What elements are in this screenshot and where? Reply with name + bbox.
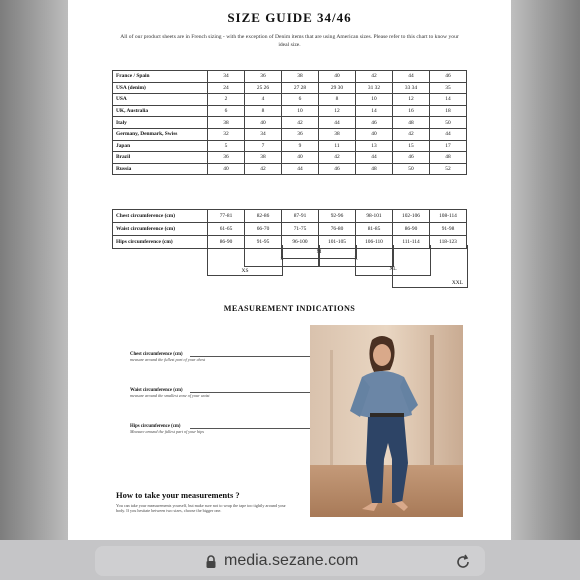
circ-table-cell: 96-100 xyxy=(282,236,319,249)
circ-table-row xyxy=(113,210,467,223)
size-table-cell: 24 xyxy=(208,82,245,94)
size-table-row-label: Brazil xyxy=(113,152,208,164)
size-table-cell: 36 xyxy=(282,128,319,140)
lock-icon xyxy=(205,555,217,574)
size-table-cell: 8 xyxy=(245,105,282,117)
size-table-cell: 40 xyxy=(319,71,356,83)
size-table-cell: 27 28 xyxy=(282,82,319,94)
size-table-cell: 13 xyxy=(356,140,393,152)
how-to-measure-text: You can take your measurements yourself, but make sure not to wrap the tape too tightly around your body. If you hesitate between two sizes, choose the bigger one. xyxy=(116,503,286,514)
size-table-row xyxy=(113,163,467,175)
size-table-cell: 36 xyxy=(208,152,245,164)
size-label-m: M xyxy=(316,249,322,255)
size-table-row xyxy=(113,82,467,94)
circ-table-cell: 106-110 xyxy=(356,236,393,249)
size-table-cell: 34 xyxy=(208,71,245,83)
size-table-cell: 14 xyxy=(356,105,393,117)
size-table-cell: 42 xyxy=(282,117,319,129)
circ-table-cell: 98-101 xyxy=(356,210,393,223)
size-table-row-label: Japan xyxy=(113,140,208,152)
size-table-cell: 32 xyxy=(208,128,245,140)
size-table-cell: 46 xyxy=(393,152,430,164)
annotation-waist-title: Waist circumference (cm) xyxy=(130,388,183,393)
size-table-row xyxy=(113,94,467,106)
annotation-hips xyxy=(130,424,220,434)
circ-table-cell: 102-106 xyxy=(393,210,430,223)
circ-table-cell: 66-70 xyxy=(245,223,282,236)
size-bracket-xxl xyxy=(392,245,468,288)
blurred-background-right xyxy=(510,0,580,540)
size-conversion-table xyxy=(112,70,467,175)
circ-table-row-label: Waist circumference (cm) xyxy=(113,223,208,236)
size-table-cell: 42 xyxy=(319,152,356,164)
size-table-cell: 40 xyxy=(356,128,393,140)
annotation-chest-desc: measure around the fullest part of your chest xyxy=(130,357,206,362)
size-table-cell: 25 26 xyxy=(245,82,282,94)
size-table-cell: 44 xyxy=(282,163,319,175)
size-table-row xyxy=(113,152,467,164)
circ-table-cell: 91-98 xyxy=(430,223,467,236)
circ-table-cell: 77-81 xyxy=(208,210,245,223)
circ-table-cell: 111-114 xyxy=(393,236,430,249)
circ-table-cell: 81-85 xyxy=(356,223,393,236)
size-table-row xyxy=(113,71,467,83)
circ-table-cell: 86-90 xyxy=(208,236,245,249)
size-table-cell: 33 34 xyxy=(393,82,430,94)
circ-table-cell: 86-90 xyxy=(393,223,430,236)
size-table-cell: 35 xyxy=(430,82,467,94)
circ-table-cell: 71-75 xyxy=(282,223,319,236)
size-table-cell: 6 xyxy=(208,105,245,117)
annotation-hips-desc: Measure around the fullest part of your hips xyxy=(130,429,205,434)
size-table-cell: 10 xyxy=(282,105,319,117)
size-table-cell: 46 xyxy=(430,71,467,83)
size-table-cell: 14 xyxy=(430,94,467,106)
model-photo xyxy=(310,325,463,517)
annotation-waist-desc: measure around the smallest zone of your waist xyxy=(130,393,210,398)
size-table-cell: 40 xyxy=(208,163,245,175)
size-table-cell: 4 xyxy=(245,94,282,106)
size-table-cell: 42 xyxy=(245,163,282,175)
size-table-cell: 5 xyxy=(208,140,245,152)
size-table-cell: 42 xyxy=(393,128,430,140)
size-table-cell: 12 xyxy=(319,105,356,117)
size-table-cell: 52 xyxy=(430,163,467,175)
size-table-cell: 12 xyxy=(393,94,430,106)
size-table-cell: 8 xyxy=(319,94,356,106)
size-table-cell: 31 32 xyxy=(356,82,393,94)
size-table-cell: 48 xyxy=(356,163,393,175)
size-table-row-label: UK, Australia xyxy=(113,105,208,117)
size-table-cell: 18 xyxy=(430,105,467,117)
size-table-cell: 42 xyxy=(356,71,393,83)
size-table-cell: 11 xyxy=(319,140,356,152)
size-table-cell: 44 xyxy=(430,128,467,140)
size-label-xs: XS xyxy=(241,268,249,274)
size-table-row-label: USA xyxy=(113,94,208,106)
size-table-cell: 16 xyxy=(393,105,430,117)
intro-text: All of our product sheets are in French sizing - with the exception of Denim items that are using American sizes. Please refer to this chart to know your ideal size. xyxy=(120,34,459,48)
blurred-background-left xyxy=(0,0,68,540)
body-measurements-table xyxy=(112,209,467,249)
size-label-xl: XL xyxy=(389,266,397,272)
size-table-row-label: Germany, Denmark, Swiss xyxy=(113,128,208,140)
circ-table-cell: 82-86 xyxy=(245,210,282,223)
circ-table-cell: 61-65 xyxy=(208,223,245,236)
size-table-cell: 50 xyxy=(393,163,430,175)
browser-bottom-toolbar xyxy=(0,540,580,580)
size-table-cell: 29 30 xyxy=(319,82,356,94)
size-table-cell: 10 xyxy=(356,94,393,106)
size-table-cell: 40 xyxy=(245,117,282,129)
size-table-cell: 38 xyxy=(319,128,356,140)
size-table-row xyxy=(113,128,467,140)
circ-table-cell: 92-96 xyxy=(319,210,356,223)
size-table-cell: 36 xyxy=(245,71,282,83)
size-table-cell: 44 xyxy=(356,152,393,164)
size-table-cell: 6 xyxy=(282,94,319,106)
size-table-row-label: USA (denim) xyxy=(113,82,208,94)
reload-icon[interactable] xyxy=(454,553,472,576)
circ-table-cell: 118-123 xyxy=(430,236,467,249)
size-table-cell: 44 xyxy=(319,117,356,129)
size-table-cell: 34 xyxy=(245,128,282,140)
size-table-cell: 48 xyxy=(393,117,430,129)
size-table-cell: 50 xyxy=(430,117,467,129)
size-table-cell: 44 xyxy=(393,71,430,83)
size-table-cell: 38 xyxy=(282,71,319,83)
annotation-waist xyxy=(130,388,220,398)
size-table-cell: 46 xyxy=(356,117,393,129)
page-title: SIZE GUIDE 34/46 xyxy=(227,10,352,25)
size-table-row xyxy=(113,105,467,117)
annotation-hips-title: Hips circumference (cm) xyxy=(130,424,181,429)
size-table-row xyxy=(113,140,467,152)
circ-table-cell: 76-80 xyxy=(319,223,356,236)
circ-table-row xyxy=(113,223,467,236)
size-table-cell: 2 xyxy=(208,94,245,106)
size-guide-document[interactable] xyxy=(68,0,511,540)
size-table-cell: 17 xyxy=(430,140,467,152)
size-table-row xyxy=(113,117,467,129)
annotation-chest xyxy=(130,352,220,362)
size-table-cell: 38 xyxy=(245,152,282,164)
circ-table-row-label: Hips circumference (cm) xyxy=(113,236,208,249)
measurement-indications-title: MEASUREMENT INDICATIONS xyxy=(223,304,356,313)
size-table-cell: 9 xyxy=(282,140,319,152)
size-table-row-label: France / Spain xyxy=(113,71,208,83)
size-table-row-label: Italy xyxy=(113,117,208,129)
size-table-cell: 48 xyxy=(430,152,467,164)
size-table-cell: 38 xyxy=(208,117,245,129)
size-label-l: L xyxy=(354,256,358,262)
size-table-cell: 46 xyxy=(319,163,356,175)
url-text[interactable]: media.sezane.com xyxy=(224,552,359,569)
size-label-xxl: XXL xyxy=(451,280,463,286)
circ-table-cell: 101-105 xyxy=(319,236,356,249)
size-label-s: S xyxy=(280,256,284,262)
how-to-measure-title: How to take your measurements ? xyxy=(116,490,240,500)
size-table-cell: 15 xyxy=(393,140,430,152)
size-table-cell: 40 xyxy=(282,152,319,164)
size-table-row-label: Russia xyxy=(113,163,208,175)
circ-table-cell: 108-114 xyxy=(430,210,467,223)
circ-table-row-label: Chest circumference (cm) xyxy=(113,210,208,223)
size-table-cell: 7 xyxy=(245,140,282,152)
circ-table-cell: 87-91 xyxy=(282,210,319,223)
annotation-chest-title: Chest circumference (cm) xyxy=(130,352,183,357)
circ-table-cell: 91-95 xyxy=(245,236,282,249)
